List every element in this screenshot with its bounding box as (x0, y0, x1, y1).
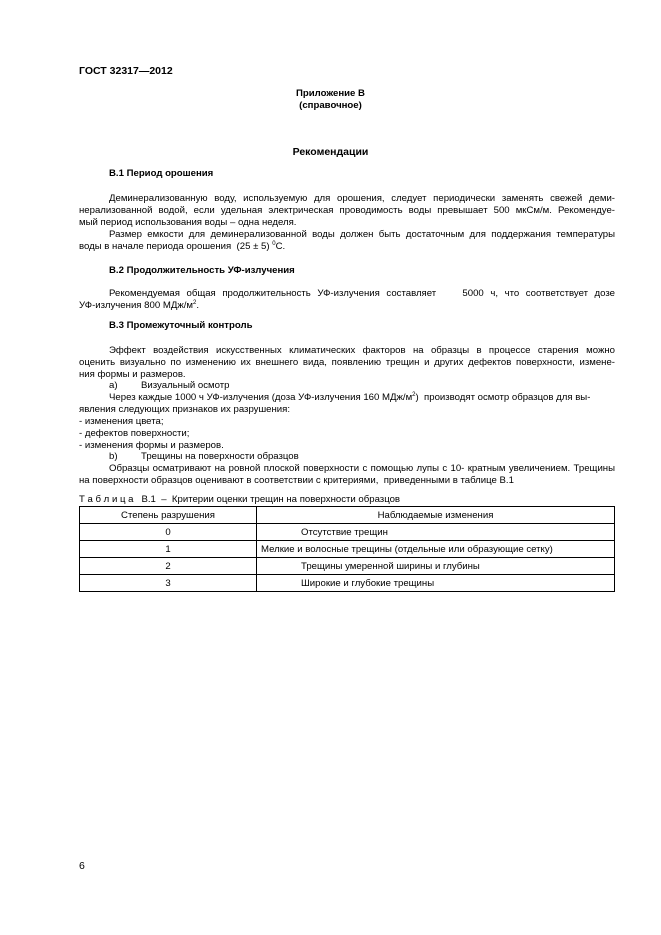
section-b1-heading: В.1 Период орошения (109, 168, 214, 179)
b3-paragraph-1-line-1: Эффект воздействия искусственных климатических факторов на образцы в процессе старения можно (109, 345, 615, 356)
b2-paragraph-line-2: УФ-излучения 800 МДж/$м^2$. (79, 300, 200, 311)
b3-paragraph-1-line-3: ния формы и размеров. (79, 369, 186, 380)
list-item-b-text: Трещины на поверхности образцов (141, 451, 299, 462)
table-header-row (80, 507, 615, 524)
table-row (80, 524, 615, 541)
list-item-a-text: Визуальный осмотр (141, 380, 230, 391)
standard-number: ГОСТ 32317—2012 (79, 65, 173, 77)
section-title: Рекомендации (292, 146, 369, 158)
list-item: - изменения формы и размеров. (79, 440, 224, 451)
b3-paragraph-3-line-2: на поверхности образцов оценивают в соответствии с критериями, приведенными в таблице В.1 (79, 475, 514, 486)
table-cell-degree: 3 (80, 575, 257, 592)
table-caption-dash: – (161, 494, 167, 505)
table-header-cell: Степень разрушения (80, 507, 257, 524)
table-cell-change: Широкие и глубокие трещины (257, 575, 615, 592)
b1-paragraph-1-line-1: Деминерализованную воду, используемую для орошения, следует периодически заменять свежей деми- (109, 193, 615, 204)
b3-paragraph-3-line-1: Образцы осматривают на ровной плоской поверхности с помощью лупы с 10- кратным увеличением. Трещины (109, 463, 615, 474)
table-caption-text: Критерии оценки трещин на поверхности образцов (171, 494, 401, 505)
list-item: - изменения цвета; (79, 416, 164, 427)
section-b3-heading: В.3 Промежуточный контроль (109, 320, 253, 331)
appendix-title: Приложение В (296, 88, 365, 99)
section-b2-heading: В.2 Продолжительность УФ-излучения (109, 265, 295, 276)
table-caption-label: Т а б л и ц а В.1 (79, 494, 156, 505)
b3-paragraph-2-line-2: явления следующих признаков их разрушения: (79, 404, 291, 415)
b1-paragraph-2-line-1: Размер емкости для деминерализованной воды должен быть достаточным для поддержания температуры (109, 229, 615, 240)
b1-paragraph-2-line-2: воды в начале периода орошения (25 ± 5) $^0$С. (79, 241, 286, 252)
table-cell-change: Трещины умеренной ширины и глубины (257, 558, 615, 575)
list-item-b-marker: b) (109, 451, 118, 462)
b1-paragraph-1-line-3: мый период использования воды – одна неделя. (79, 217, 297, 228)
list-item: - дефектов поверхности; (79, 428, 190, 439)
table-cell-change: Мелкие и волосные трещины (отдельные или образующие сетку) (257, 541, 615, 558)
table-row (80, 558, 615, 575)
criteria-table (79, 506, 615, 592)
appendix-subtitle: (справочное) (299, 100, 362, 111)
table-row (80, 575, 615, 592)
table-header-cell: Наблюдаемые изменения (257, 507, 615, 524)
page-number: 6 (79, 860, 85, 872)
table-cell-degree: 0 (80, 524, 257, 541)
list-item-a-marker: а) (109, 380, 118, 391)
b1-paragraph-1-line-2: нерализованной водой, если удельная электрическая проводимость воды превышает 500 мкСм/м. Рекомендуе- (79, 205, 615, 216)
table-cell-degree: 2 (80, 558, 257, 575)
table-caption (79, 494, 400, 506)
b3-paragraph-1-line-2: оценить визуально по изменению их внешнего вида, появлению трещин и других дефектов поверхности, измене- (79, 357, 615, 368)
table-cell-change: Отсутствие трещин (257, 524, 615, 541)
table-cell-degree: 1 (80, 541, 257, 558)
b2-paragraph-line-1: Рекомендуемая общая продолжительность УФ-излучения составляет 5000 ч, что соответствует дозе (109, 288, 615, 299)
b3-paragraph-2-line-1: Через каждые 1000 ч УФ-излучения (доза УФ-излучения 160 МДж/$м^2$) производят осмотр образцов для вы- (109, 392, 591, 403)
table-row (80, 541, 615, 558)
